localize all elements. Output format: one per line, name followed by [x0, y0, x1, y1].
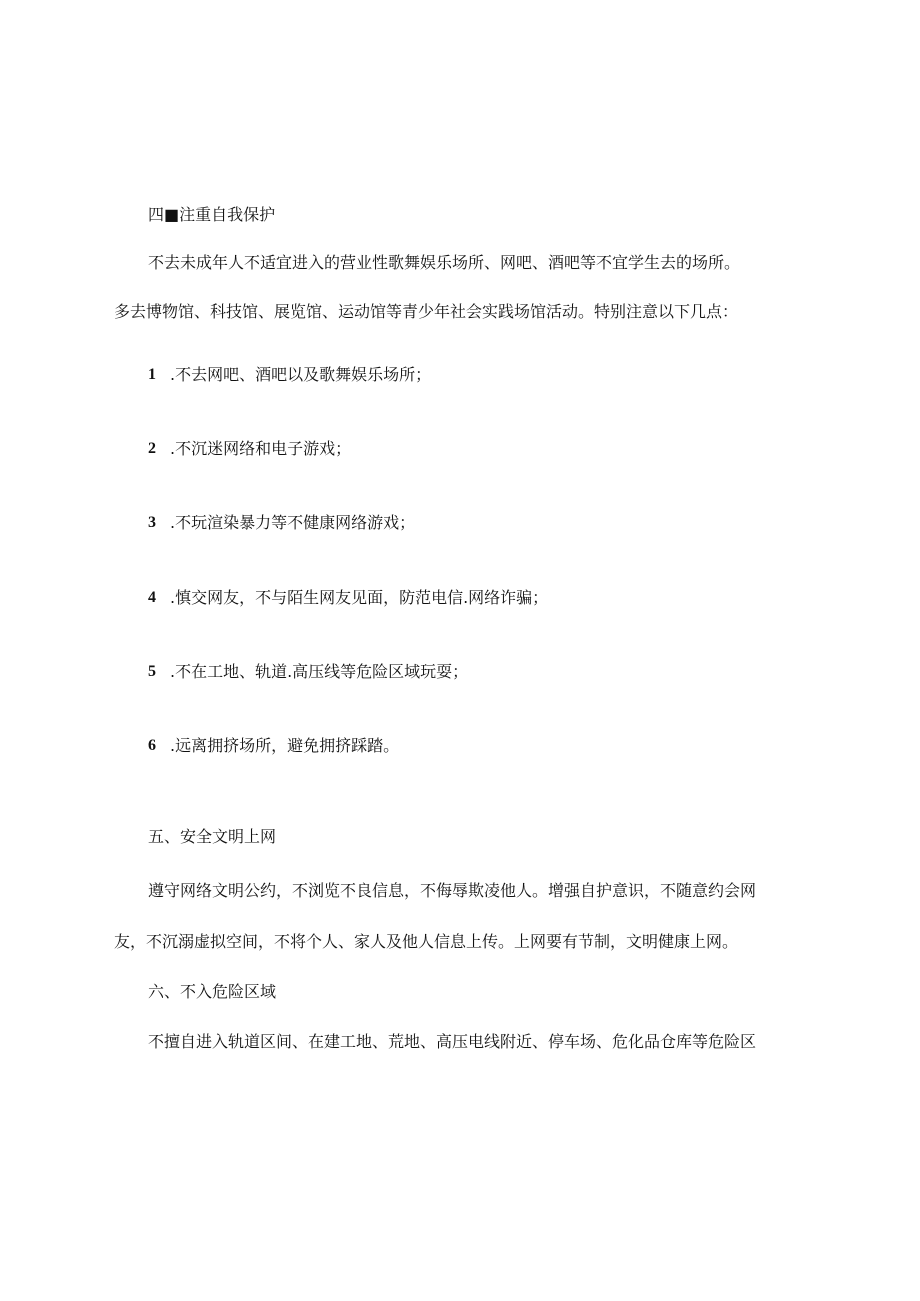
section-six-paragraph-line-1: 不擅自进入轨道区间、在建工地、荒地、高压电线附近、停车场、危化品仓库等危险区	[148, 1032, 757, 1051]
list-item-number: 5	[148, 663, 156, 680]
section-five-heading: 五、安全文明上网	[148, 827, 277, 846]
section-four-paragraph-line-2: 多去博物馆、科技馆、展览馆、运动馆等青少年社会实践场馆活动。特别注意以下几点：	[114, 302, 739, 321]
list-item-text: .慎交网友，不与陌生网友见面，防范电信.网络诈骗；	[170, 588, 549, 607]
list-item-number: 1	[148, 366, 156, 383]
list-item-text: .不在工地、轨道.高压线等危险区域玩耍；	[170, 662, 469, 681]
section-five-paragraph-line-1: 遵守网络文明公约，不浏览不良信息，不侮辱欺凌他人。增强自护意识，不随意约会网	[148, 881, 757, 900]
section-six-heading: 六、不入危险区域	[148, 982, 277, 1001]
list-item-number: 2	[148, 440, 156, 457]
list-item-text: .不沉迷网络和电子游戏；	[170, 439, 352, 458]
list-item-number: 4	[148, 589, 156, 606]
list-item-number: 6	[148, 737, 156, 754]
list-item-text: .远离拥挤场所，避免拥挤踩踏。	[170, 736, 400, 755]
section-five-paragraph-line-2: 友，不沉溺虚拟空间，不将个人、家人及他人信息上传。上网要有节制，文明健康上网。	[114, 932, 739, 951]
list-item-text: .不去网吧、酒吧以及歌舞娱乐场所；	[170, 365, 432, 384]
section-four-heading: 四■注重自我保护	[148, 205, 276, 224]
list-item-text: .不玩渲染暴力等不健康网络游戏；	[170, 513, 416, 532]
section-four-paragraph-line-1: 不去未成年人不适宜进入的营业性歌舞娱乐场所、网吧、酒吧等不宜学生去的场所。	[148, 253, 741, 272]
list-item-number: 3	[148, 514, 156, 531]
